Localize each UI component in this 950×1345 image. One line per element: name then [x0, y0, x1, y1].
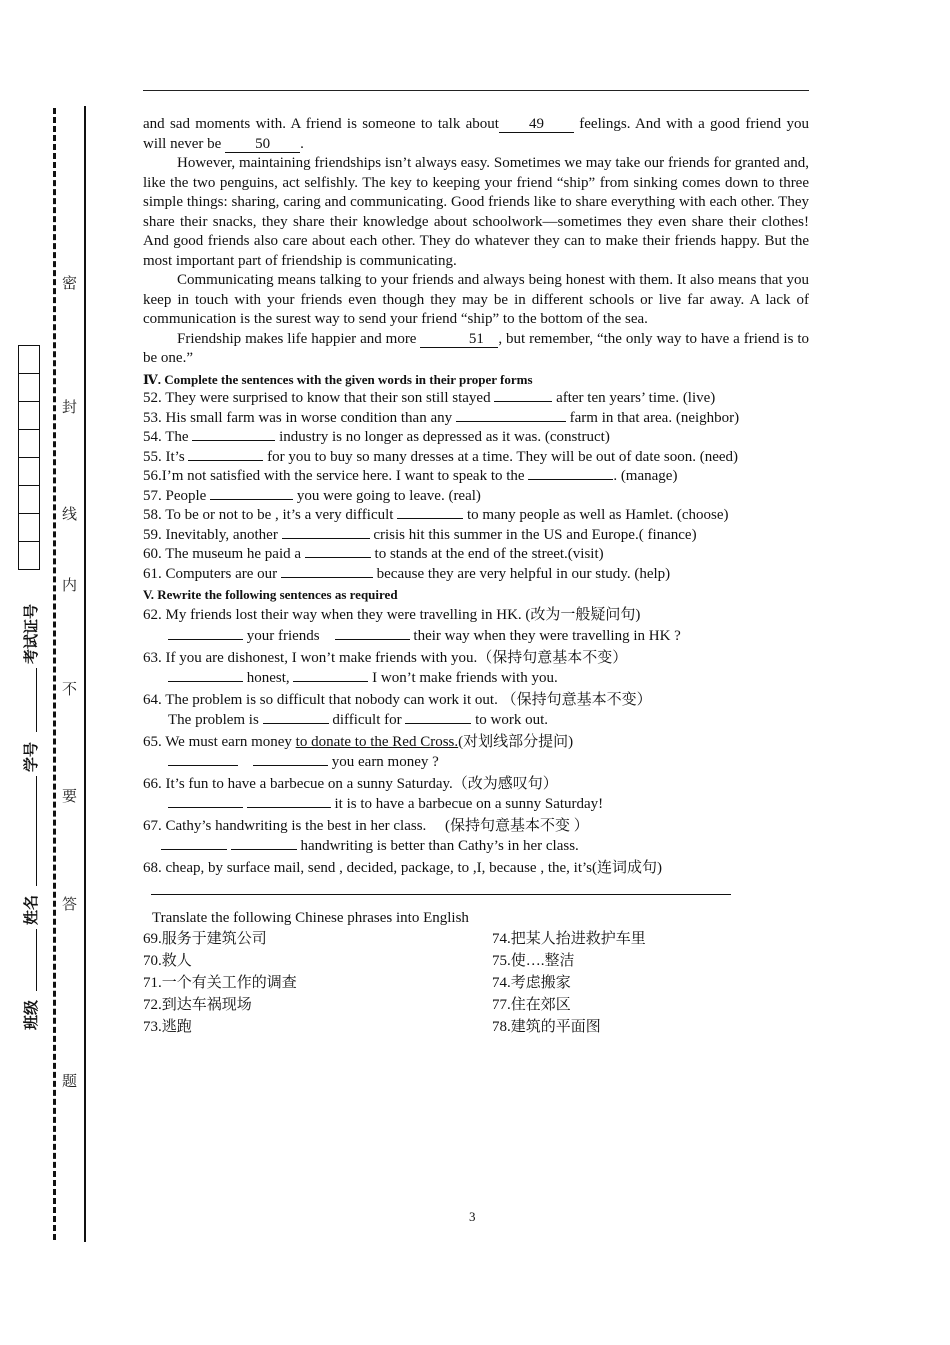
seal-char: 题 — [62, 1074, 78, 1090]
answer-line: your friends their way when they were travelling in HK ? — [143, 627, 809, 647]
answer-blank[interactable] — [210, 499, 293, 500]
answer-blank[interactable] — [231, 849, 297, 850]
translate-title: Translate the following Chinese phrases into English — [152, 910, 469, 926]
question-line: 62. My friends lost their way when they were travelling in HK. (改为一般疑问句) — [143, 606, 641, 623]
seal-char: 线 — [62, 507, 78, 523]
answer-line: it is to have a barbecue on a sunny Saturday! — [143, 795, 809, 815]
translate-item: 70.救人 — [143, 952, 192, 969]
question-line: 68. cheap, by surface mail, send , decided, package, to ,I, because , the, it’s(连词成句) — [143, 859, 662, 876]
seal-dashed-line — [53, 108, 56, 1240]
question-line: 61. Computers are our because they are very helpful in our study. (help) — [143, 565, 671, 582]
answer-blank[interactable] — [168, 765, 238, 766]
answer-blank[interactable] — [168, 807, 243, 808]
answer-blank[interactable] — [293, 681, 368, 682]
answer-blank[interactable] — [253, 765, 328, 766]
answer-blank[interactable] — [405, 723, 471, 724]
answer-blank[interactable] — [282, 538, 370, 539]
answer-blank[interactable] — [263, 723, 329, 724]
seal-char: 不 — [62, 682, 78, 698]
answer-blank[interactable] — [188, 460, 263, 461]
exam-number-boxes[interactable] — [18, 345, 40, 570]
question-line: 63. If you are dishonest, I won’t make friends with you.（保持句意基本不变） — [143, 649, 628, 666]
answer-blank[interactable] — [168, 639, 243, 640]
answer-blank[interactable] — [494, 401, 552, 402]
passage-paragraph: However, maintaining friendships isn’t always easy. Sometimes we may take our friends for granted and, like the two penguins, act selfishly. The key to keeping your friend “ship” from sinking comes down to three simple things: sharing, caring and communicating. Good friends like to share everything with each other. They share their snacks, they share their knowledge about schoolwork—sometimes they even share their clothes! And good friends also care about each other. They do whatever they can to make their friends happy. But the most important part of friendship is communicating. — [143, 155, 809, 269]
seal-char: 答 — [62, 897, 78, 913]
answer-blank[interactable] — [281, 577, 373, 578]
answer-line: The problem is difficult for to work out. — [168, 712, 549, 728]
page-content — [143, 115, 809, 1037]
blank-49[interactable]: 49 — [499, 116, 574, 133]
translate-item: 78.建筑的平面图 — [492, 1018, 601, 1035]
top-rule — [143, 90, 809, 91]
question-line: 55. It’s for you to buy so many dresses at a time. They will be out of date soon. (need) — [143, 448, 739, 465]
question-line: 59. Inevitably, another crisis hit this summer in the US and Europe.( finance) — [143, 526, 697, 543]
translate-item: 74.把某人抬进救护车里 — [492, 930, 646, 947]
translate-item: 71.一个有关工作的调查 — [143, 974, 297, 991]
question-line: 53. His small farm was in worse condition than any farm in that area. (neighbor) — [143, 409, 740, 426]
label-student-number: 学号 — [22, 741, 40, 772]
seal-char: 内 — [62, 578, 78, 594]
question-line: 56.I’m not satisfied with the service here. I want to speak to the . (manage) — [143, 468, 678, 484]
answer-line: honest, I won’t make friends with you. — [143, 669, 809, 689]
section-heading: Ⅳ. Complete the sentences with the given words in their proper forms — [143, 371, 533, 387]
label-name: 姓名 — [22, 894, 40, 925]
answer-rule-68[interactable] — [151, 886, 731, 895]
seal-char: 要 — [62, 789, 78, 805]
blank-50[interactable]: 50 — [225, 136, 300, 153]
margin-solid-line — [84, 106, 86, 1242]
page-number: 3 — [469, 1209, 476, 1224]
translate-grid — [143, 930, 809, 1038]
question-line: 54. The industry is no longer as depressed as it was. (construct) — [143, 429, 610, 445]
translate-item: 75.使….整洁 — [492, 952, 575, 969]
translate-item: 72.到达车祸现场 — [143, 996, 252, 1013]
answer-blank[interactable] — [528, 479, 613, 480]
label-class: 班级 — [22, 999, 40, 1030]
translate-item: 73.逃跑 — [143, 1018, 192, 1035]
answer-blank[interactable] — [397, 518, 463, 519]
fill-line-name[interactable] — [36, 929, 37, 991]
answer-line: handwriting is better than Cathy’s in her class. — [143, 837, 809, 857]
answer-blank[interactable] — [305, 557, 371, 558]
question-line: 64. The problem is so difficult that nobody can work it out. （保持句意基本不变） — [143, 691, 652, 708]
answer-blank[interactable] — [456, 421, 566, 422]
translate-item: 74.考虑搬家 — [492, 974, 571, 991]
section-heading: V. Rewrite the following sentences as required — [143, 587, 398, 602]
answer-blank[interactable] — [335, 639, 410, 640]
answer-blank[interactable] — [247, 807, 331, 808]
translate-item: 77.住在郊区 — [492, 996, 571, 1013]
fill-line-exam-id[interactable] — [36, 668, 37, 732]
question-line: 57. People you were going to leave. (real) — [143, 487, 481, 504]
passage-paragraph: and sad moments with. A friend is someone to talk about 49 feelings. And with a good friend you will never be 50 . — [143, 116, 809, 152]
answer-blank[interactable] — [161, 849, 227, 850]
answer-blank[interactable] — [192, 440, 275, 441]
answer-blank[interactable] — [168, 681, 243, 682]
question-line: 66. It’s fun to have a barbecue on a sunny Saturday.（改为感叹句） — [143, 775, 558, 792]
blank-51[interactable]: 51 — [420, 331, 498, 348]
translate-item: 69.服务于建筑公司 — [143, 930, 267, 947]
underlined-phrase: to donate to the Red Cross. — [295, 733, 459, 750]
passage-paragraph: Communicating means talking to your friends and always being honest with them. It also means that you keep in touch with your friends even though they may be in different schools or live far away. A lack of communication is the surest way to send your friend “ship” to the bottom of the sea. — [143, 272, 809, 327]
fill-line-student-number[interactable] — [36, 776, 37, 886]
question-line: 67. Cathy’s handwriting is the best in her class. (保持句意基本不变 ） — [143, 817, 589, 834]
answer-line: you earn money ? — [143, 753, 809, 773]
seal-char: 密 — [62, 276, 78, 292]
seal-char: 封 — [62, 400, 78, 416]
label-exam-id: 考试证号 — [22, 603, 40, 664]
question-line: 58. To be or not to be , it’s a very difficult to many people as well as Hamlet. (choose) — [143, 507, 729, 523]
question-line: 60. The museum he paid a to stands at the end of the street.(visit) — [143, 546, 604, 562]
question-line: 52. They were surprised to know that their son still stayed after ten years’ time. (live) — [143, 390, 716, 406]
question-line: 65. We must earn money to donate to the Red Cross.(对划线部分提问) — [143, 733, 574, 750]
passage-paragraph: Friendship makes life happier and more 51 , but remember, “the only way to have a friend is to be one.” — [143, 330, 810, 366]
